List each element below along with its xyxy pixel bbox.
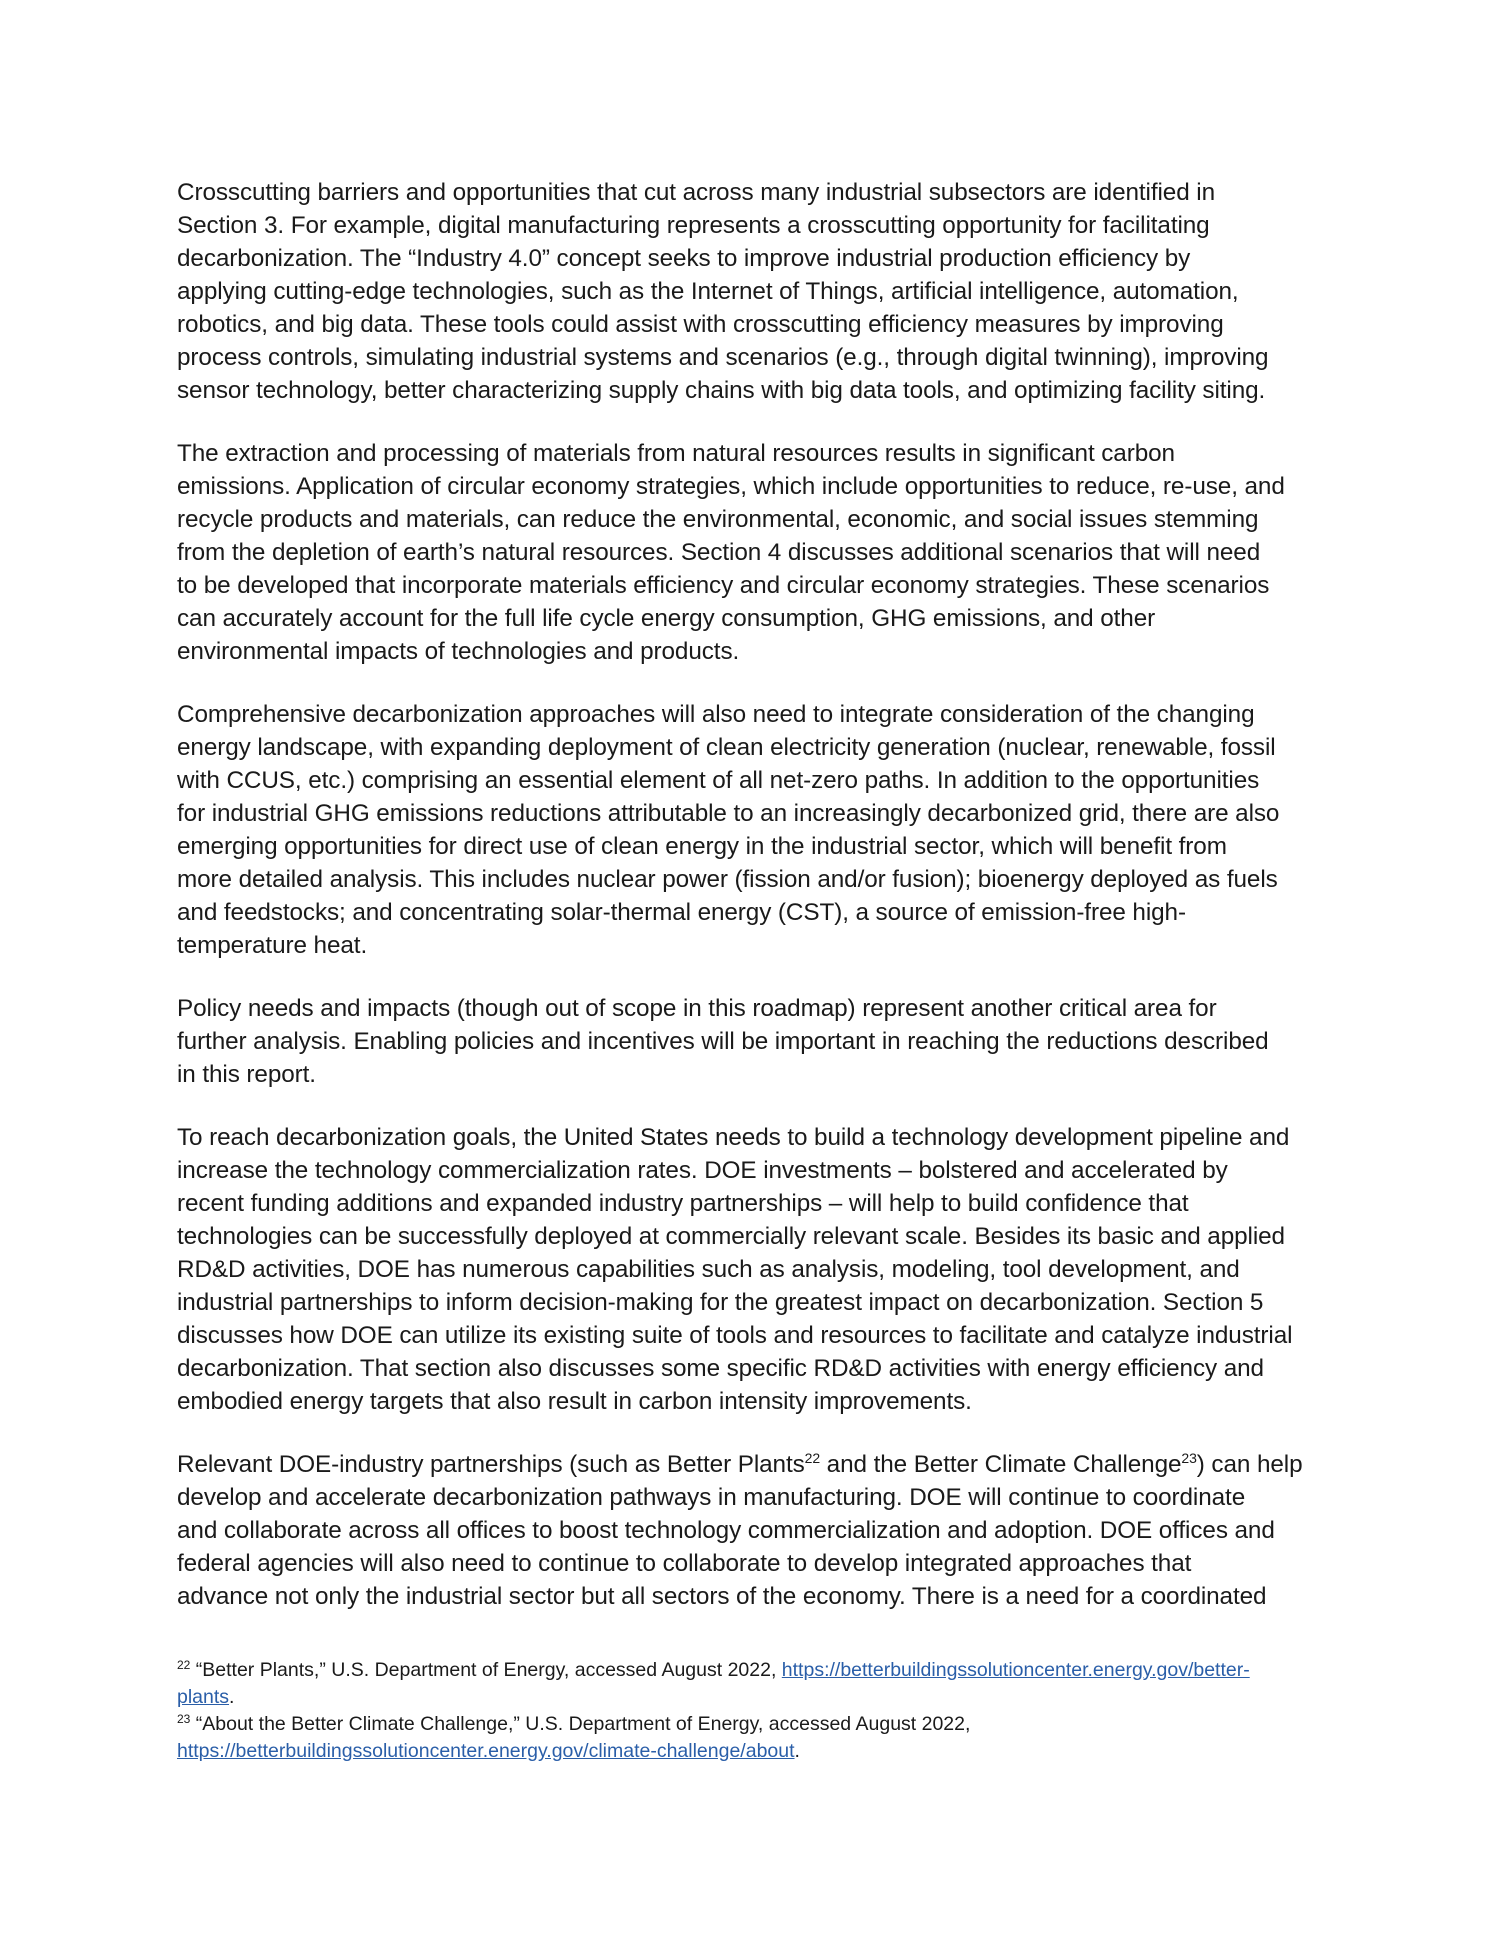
paragraph-circular-economy <box>177 437 1337 668</box>
text-line: develop and accelerate decarbonization pathways in manufacturing. DOE will continue to coordinate <box>177 1484 1246 1511</box>
footnote-number: 23 <box>177 1712 191 1726</box>
footnote-trail: . <box>794 1740 800 1762</box>
footnote-link-better-plants-cont[interactable]: plants <box>177 1686 230 1708</box>
footnote-link-climate-challenge[interactable]: https://betterbuildingssolutioncenter.energy.gov/climate-challenge/about <box>177 1740 795 1762</box>
text-line: Crosscutting barriers and opportunities that cut across many industrial subsectors are identified in <box>177 179 1215 206</box>
text-line: temperature heat. <box>177 932 368 959</box>
text-line: Section 3. For example, digital manufacturing represents a crosscutting opportunity for facilitating <box>177 212 1210 239</box>
footnote-ref-23[interactable]: 23 <box>1181 1450 1197 1466</box>
footnote-23-continuation <box>177 1738 1337 1765</box>
text-segment: ) can help <box>1196 1451 1303 1478</box>
paragraph-doe-investments <box>177 1121 1337 1418</box>
text-line: RD&D activities, DOE has numerous capabilities such as analysis, modeling, tool development, and <box>177 1256 1240 1283</box>
footnote-text: “About the Better Climate Challenge,” U.S. Department of Energy, accessed August 2022, <box>190 1713 971 1735</box>
text-line: Comprehensive decarbonization approaches will also need to integrate consideration of the changing <box>177 701 1255 728</box>
text-line: decarbonization. That section also discusses some specific RD&D activities with energy efficiency and <box>177 1355 1264 1382</box>
text-line: and feedstocks; and concentrating solar-thermal energy (CST), a source of emission-free high- <box>177 899 1186 926</box>
text-line: federal agencies will also need to continue to collaborate to develop integrated approaches that <box>177 1550 1192 1577</box>
text-line: to be developed that incorporate materials efficiency and circular economy strategies. These scenarios <box>177 572 1270 599</box>
text-line: technologies can be successfully deployed at commercially relevant scale. Besides its basic and applied <box>177 1223 1285 1250</box>
footnote-23 <box>177 1711 1337 1738</box>
text-line: recycle products and materials, can reduce the environmental, economic, and social issues stemming <box>177 506 1259 533</box>
text-line: robotics, and big data. These tools could assist with crosscutting efficiency measures by improving <box>177 311 1224 338</box>
footnote-number: 22 <box>177 1658 191 1672</box>
text-line: energy landscape, with expanding deployment of clean electricity generation (nuclear, renewable, fossil <box>177 734 1276 761</box>
text-line: for industrial GHG emissions reductions attributable to an increasingly decarbonized grid, there are also <box>177 800 1280 827</box>
text-line: and collaborate across all offices to boost technology commercialization and adoption. DOE offices and <box>177 1517 1275 1544</box>
text-segment: and the Better Climate Challenge <box>820 1451 1182 1478</box>
footnote-text: “Better Plants,” U.S. Department of Energy, accessed August 2022, <box>190 1659 782 1681</box>
text-line: applying cutting-edge technologies, such as the Internet of Things, artificial intelligence, automation, <box>177 278 1239 305</box>
text-line: embodied energy targets that also result in carbon intensity improvements. <box>177 1388 972 1415</box>
paragraph-partnerships <box>177 1448 1337 1613</box>
paragraph-energy-landscape <box>177 698 1337 962</box>
text-line: sensor technology, better characterizing supply chains with big data tools, and optimizing facility siting. <box>177 377 1266 404</box>
text-line: can accurately account for the full life cycle energy consumption, GHG emissions, and other <box>177 605 1156 632</box>
text-line: The extraction and processing of materials from natural resources results in significant carbon <box>177 440 1175 467</box>
text-line: in this report. <box>177 1061 316 1088</box>
text-line: environmental impacts of technologies and products. <box>177 638 740 665</box>
paragraph-policy <box>177 992 1337 1091</box>
text-line <box>177 1448 1337 1481</box>
footnote-22 <box>177 1657 1337 1684</box>
footnote-ref-22[interactable]: 22 <box>804 1450 821 1466</box>
text-line: process controls, simulating industrial systems and scenarios (e.g., through digital twinning), improving <box>177 344 1269 371</box>
footnote-22-continuation <box>177 1684 1337 1711</box>
footnotes <box>177 1657 1337 1765</box>
footnote-link-better-plants[interactable]: https://betterbuildingssolutioncenter.energy.gov/better- <box>781 1659 1250 1681</box>
text-line: with CCUS, etc.) comprising an essential element of all net-zero paths. In addition to the opportunities <box>177 767 1260 794</box>
text-line: Policy needs and impacts (though out of scope in this roadmap) represent another critical area for <box>177 995 1217 1022</box>
text-line: emissions. Application of circular economy strategies, which include opportunities to reduce, re-use, and <box>177 473 1285 500</box>
document-body <box>177 176 1337 1643</box>
text-line: increase the technology commercialization rates. DOE investments – bolstered and accelerated by <box>177 1157 1228 1184</box>
text-segment: Relevant DOE-industry partnerships (such as Better Plants <box>177 1451 805 1478</box>
text-line: emerging opportunities for direct use of clean energy in the industrial sector, which will benefit from <box>177 833 1227 860</box>
text-line: further analysis. Enabling policies and incentives will be important in reaching the reductions described <box>177 1028 1269 1055</box>
text-line: advance not only the industrial sector but all sectors of the economy. There is a need for a coordinated <box>177 1583 1267 1610</box>
text-line: To reach decarbonization goals, the United States needs to build a technology development pipeline and <box>177 1124 1290 1151</box>
footnote-trail: . <box>229 1686 235 1708</box>
paragraph-crosscutting <box>177 176 1337 407</box>
text-line: from the depletion of earth’s natural resources. Section 4 discusses additional scenarios that will need <box>177 539 1261 566</box>
text-line: recent funding additions and expanded industry partnerships – will help to build confidence that <box>177 1190 1189 1217</box>
text-line: industrial partnerships to inform decision-making for the greatest impact on decarbonization. Section 5 <box>177 1289 1264 1316</box>
text-line: discusses how DOE can utilize its existing suite of tools and resources to facilitate and catalyze industrial <box>177 1322 1293 1349</box>
text-line: more detailed analysis. This includes nuclear power (fission and/or fusion); bioenergy deployed as fuels <box>177 866 1278 893</box>
text-line: decarbonization. The “Industry 4.0” concept seeks to improve industrial production efficiency by <box>177 245 1191 272</box>
